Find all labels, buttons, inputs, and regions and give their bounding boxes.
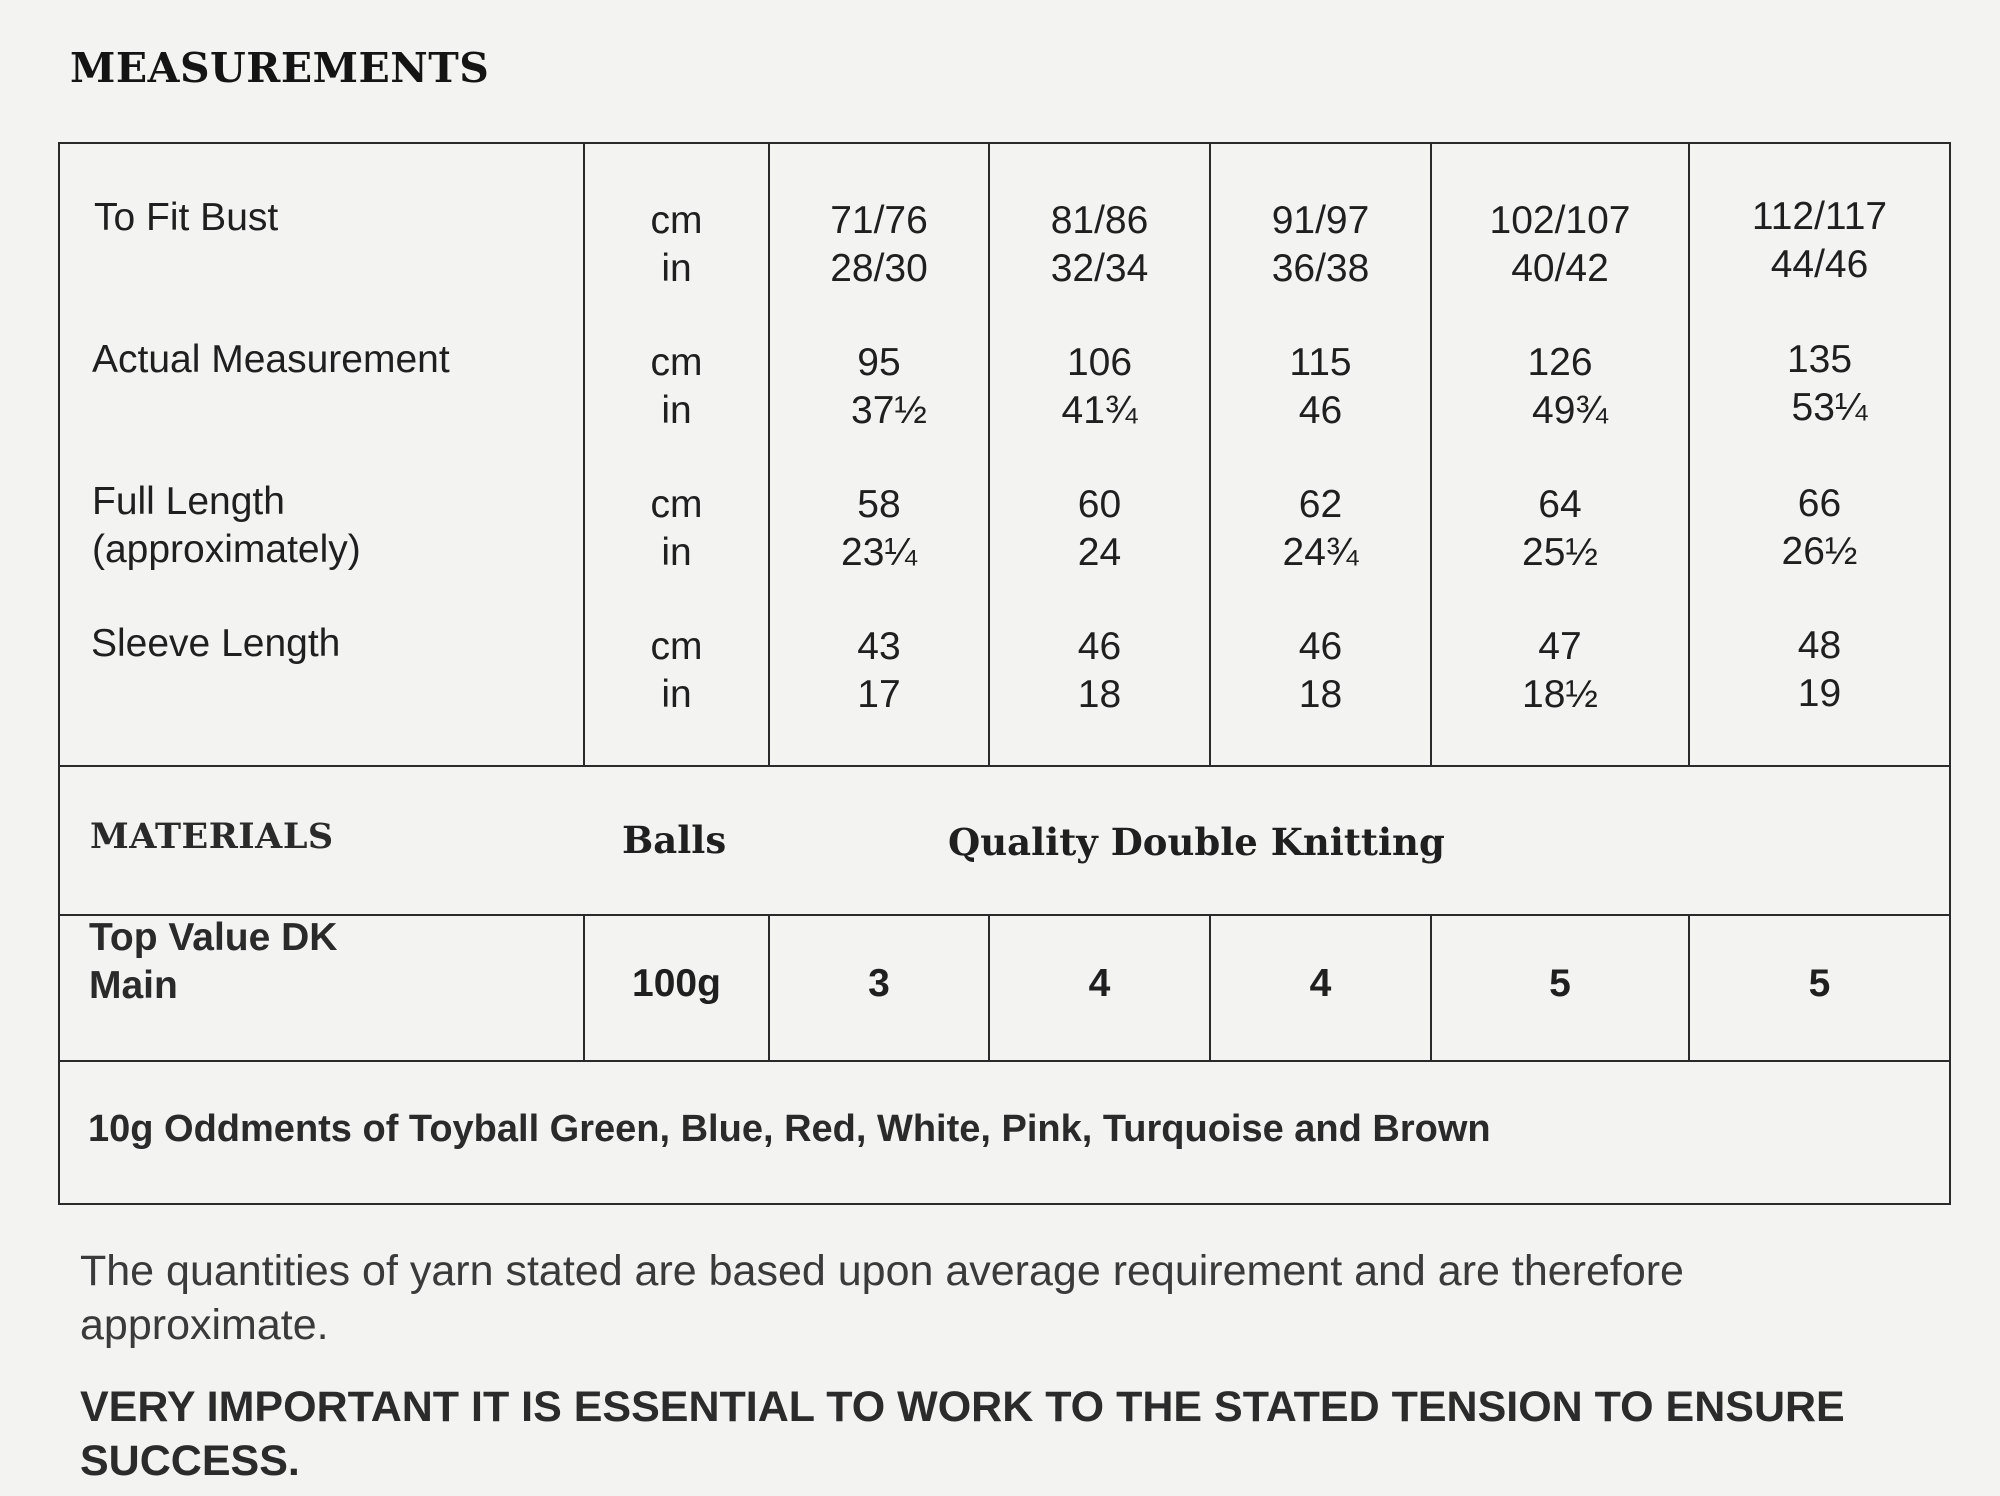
value-in: 44/46 xyxy=(1770,243,1869,286)
yarn-weight: 100g xyxy=(632,962,721,1005)
value-cm: 60 xyxy=(1077,483,1122,526)
table-divider xyxy=(58,765,1951,767)
unit-in: in xyxy=(661,389,692,432)
page-heading: MEASUREMENTS xyxy=(70,44,490,92)
value-cm: 71/76 xyxy=(830,199,928,242)
yarn-quantity-note: The quantities of yarn stated are based upon average requirement and are therefore approximate. xyxy=(80,1247,1684,1349)
unit-in: in xyxy=(661,531,692,574)
row-label: To Fit Bust xyxy=(94,196,279,239)
value-cm: 46 xyxy=(1298,625,1343,668)
value-in: 32/34 xyxy=(1050,247,1149,290)
oddments-text: 10g Oddments of Toyball Green, Blue, Red, White, Pink, Turquoise and Brown xyxy=(88,1108,1491,1150)
yarn-name: Top Value DK xyxy=(89,916,338,959)
value-cm: 112/117 xyxy=(1751,195,1888,238)
quality-label: Quality Double Knitting xyxy=(948,820,1445,864)
value-in: 18 xyxy=(1077,673,1122,716)
value-in: 24¾ xyxy=(1282,531,1359,574)
unit-in: in xyxy=(661,247,692,290)
yarn-type: Main xyxy=(89,964,178,1007)
value-in: 19 xyxy=(1797,672,1842,715)
value-cm: 64 xyxy=(1538,483,1582,526)
value-cm: 66 xyxy=(1797,482,1842,525)
row-label-sub: (approximately) xyxy=(92,528,361,571)
value-cm: 115 xyxy=(1289,341,1352,384)
value-in: 24 xyxy=(1077,531,1122,574)
value-in: 53¼ xyxy=(1791,386,1868,429)
value-in: 18½ xyxy=(1522,673,1598,716)
ball-count: 4 xyxy=(1088,962,1111,1005)
value-cm: 81/86 xyxy=(1050,199,1149,242)
unit-cm: cm xyxy=(650,483,703,526)
unit-cm: cm xyxy=(650,341,703,384)
value-cm: 95 xyxy=(857,341,901,384)
value-cm: 106 xyxy=(1066,341,1133,384)
value-in: 25½ xyxy=(1522,531,1598,574)
value-in: 41¾ xyxy=(1061,389,1138,432)
value-cm: 46 xyxy=(1077,625,1122,668)
value-in: 26½ xyxy=(1781,530,1858,573)
value-cm: 91/97 xyxy=(1271,199,1370,242)
unit-in: in xyxy=(661,673,692,716)
value-cm: 126 xyxy=(1527,341,1593,384)
value-in: 18 xyxy=(1298,673,1343,716)
unit-cm: cm xyxy=(650,625,703,668)
value-cm: 43 xyxy=(857,625,901,668)
value-in: 23¼ xyxy=(841,531,917,574)
table-divider xyxy=(58,1060,1951,1062)
ball-count: 4 xyxy=(1309,962,1332,1005)
tension-warning: VERY IMPORTANT IT IS ESSENTIAL TO WORK TO THE STATED TENSION TO ENSURE SUCCESS. xyxy=(80,1383,1845,1485)
value-cm: 48 xyxy=(1797,624,1842,667)
unit-cm: cm xyxy=(650,199,703,242)
value-in: 17 xyxy=(857,673,901,716)
value-cm: 58 xyxy=(857,483,901,526)
value-cm: 135 xyxy=(1786,338,1853,381)
value-in: 40/42 xyxy=(1511,247,1609,290)
row-label: Sleeve Length xyxy=(91,622,341,665)
ball-count: 5 xyxy=(1808,962,1831,1005)
row-label: Actual Measurement xyxy=(92,338,450,381)
value-in: 46 xyxy=(1298,389,1343,432)
value-in: 36/38 xyxy=(1271,247,1370,290)
value-cm: 62 xyxy=(1298,483,1343,526)
table-divider xyxy=(58,914,1951,916)
value-in: 49¾ xyxy=(1532,389,1608,432)
value-in: 37½ xyxy=(851,389,927,432)
balls-label: Balls xyxy=(622,818,727,862)
value-cm: 102/107 xyxy=(1489,199,1631,242)
value-cm: 47 xyxy=(1538,625,1582,668)
ball-count: 5 xyxy=(1549,962,1571,1005)
row-label: Full Length xyxy=(92,480,285,523)
materials-heading: MATERIALS xyxy=(90,816,334,857)
ball-count: 3 xyxy=(868,962,890,1005)
value-in: 28/30 xyxy=(830,247,928,290)
